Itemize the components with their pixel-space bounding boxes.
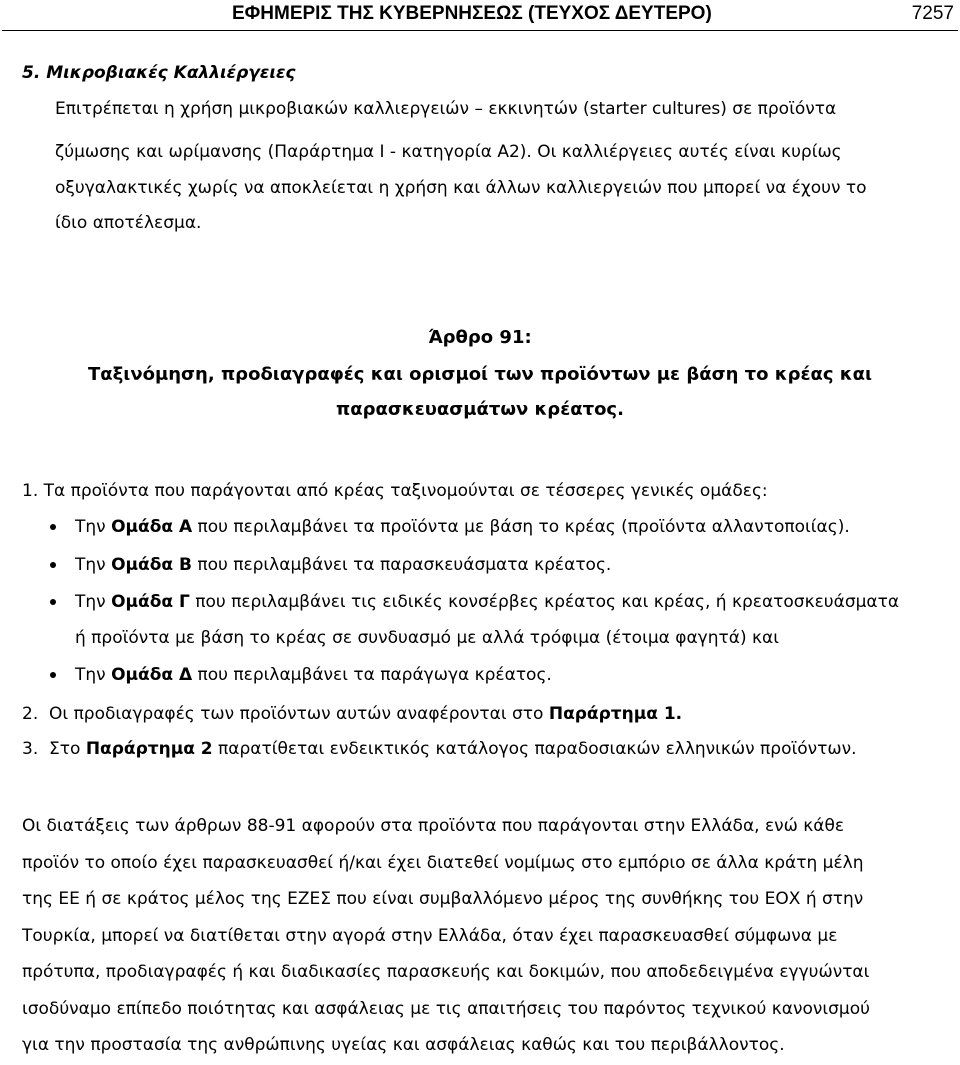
paragraph-line: ίδιο αποτέλεσμα. [55, 213, 202, 233]
list-item-text: παρατίθεται ενδεικτικός κατάλογος παραδοσιακών ελληνικών προϊόντων. [212, 739, 857, 759]
bullet-item [75, 554, 611, 576]
bullet-icon [50, 599, 56, 605]
paragraph-line: Επιτρέπεται η χρήση μικροβιακών καλλιεργειών – εκκινητών (starter cultures) σε προϊόντα [55, 99, 837, 119]
bullet-group-name: Ομάδα Δ [111, 665, 193, 685]
section-title: 5. Μικροβιακές Καλλιέργειες [22, 63, 296, 83]
bullet-text: Την [75, 592, 112, 612]
bullet-text: Την [75, 665, 112, 685]
page-number: 7257 [911, 3, 954, 24]
bullet-icon [50, 524, 56, 530]
header-divider [2, 30, 958, 31]
annex-reference: Παράρτημα 2 [85, 739, 213, 759]
list-item: 1. Τα προϊόντα που παράγονται από κρέας ταξινομούνται σε τέσσερες γενικές ομάδες: [22, 481, 768, 501]
bullet-group-name: Ομάδα Γ [111, 592, 190, 612]
bullet-item [75, 591, 899, 613]
paragraph-line: προϊόν το οποίο έχει παρασκευασθεί ή/και έχει διατεθεί νομίμως στο εμπόριο σε άλλα κράτη μέλη [22, 853, 864, 873]
bullet-text: που περιλαμβάνει τα παράγωγα κρέατος. [192, 665, 552, 685]
bullet-text: Την [75, 555, 112, 575]
bullet-text: Την [75, 517, 112, 537]
bullet-text: που περιλαμβάνει τις ειδικές κονσέρβες κρέατος και κρέας, ή κρεατοσκευάσματα [189, 592, 900, 612]
bullet-continuation: ή προϊόντα με βάση το κρέας σε συνδυασμό με αλλά τρόφιμα (έτοιμα φαγητά) και [75, 628, 779, 648]
paragraph-line: πρότυπα, προδιαγραφές ή και διαδικασίες παρασκευής και δοκιμών, που αποδεδειγμένα εγγυώνται [22, 962, 870, 982]
bullet-icon [50, 562, 56, 568]
paragraph-line: ισοδύναμο επίπεδο ποιότητας και ασφάλειας με τις απαιτήσεις του παρόντος τεχνικού κανονισμού [22, 999, 870, 1019]
bullet-text: που περιλαμβάνει τα παρασκευάσματα κρέατος. [191, 555, 612, 575]
page-header [0, 0, 960, 30]
paragraph-line: για την προστασία της ανθρώπινης υγείας και ασφάλειας καθώς και του περιβάλλοντος. [22, 1035, 785, 1055]
list-item [22, 738, 857, 760]
article-number: Άρθρο 91: [428, 327, 532, 348]
paragraph-line: Τουρκία, μπορεί να διατίθεται στην αγορά στην Ελλάδα, όταν έχει παρασκευασθεί σύμφωνα με [22, 926, 838, 946]
paragraph-line: ζύμωσης και ωρίμανσης (Παράρτημα Ι - κατηγορία Α2). Οι καλλιέργειες αυτές είναι κυρίως [55, 142, 842, 162]
paragraph-line: Οι διατάξεις των άρθρων 88-91 αφορούν στα προϊόντα που παράγονται στην Ελλάδα, ενώ κάθε [22, 816, 845, 836]
list-item-text: 2. Οι προδιαγραφές των προϊόντων αυτών αναφέρονται στο [22, 704, 549, 724]
article-title: παρασκευασμάτων κρέατος. [336, 399, 624, 420]
bullet-icon [50, 672, 56, 678]
list-item [22, 703, 682, 725]
bullet-group-name: Ομάδα Α [111, 517, 193, 537]
list-item-text: 3. Στο [22, 739, 86, 759]
paragraph-line: οξυγαλακτικές χωρίς να αποκλείεται η χρήση και άλλων καλλιεργειών που μπορεί να έχουν το [55, 178, 867, 198]
bullet-group-name: Ομάδα Β [111, 555, 192, 575]
bullet-text: που περιλαμβάνει τα προϊόντα με βάση το κρέας (προϊόντα αλλαντοποιίας). [192, 517, 850, 537]
bullet-item [75, 516, 850, 538]
annex-reference: Παράρτημα 1. [548, 704, 683, 724]
gazette-title: ΕΦΗΜΕΡΙΣ ΤΗΣ ΚΥΒΕΡΝΗΣΕΩΣ (ΤΕΥΧΟΣ ΔΕΥΤΕΡΟ) [232, 3, 712, 24]
paragraph-line: της ΕΕ ή σε κράτος μέλος της ΕΖΕΣ που είναι συμβαλλόμενο μέρος της συνθήκης του ΕΟΧ ή στην [22, 889, 864, 909]
article-title: Ταξινόμηση, προδιαγραφές και ορισμοί των προϊόντων με βάση το κρέας και [88, 364, 872, 385]
bullet-item [75, 664, 552, 686]
